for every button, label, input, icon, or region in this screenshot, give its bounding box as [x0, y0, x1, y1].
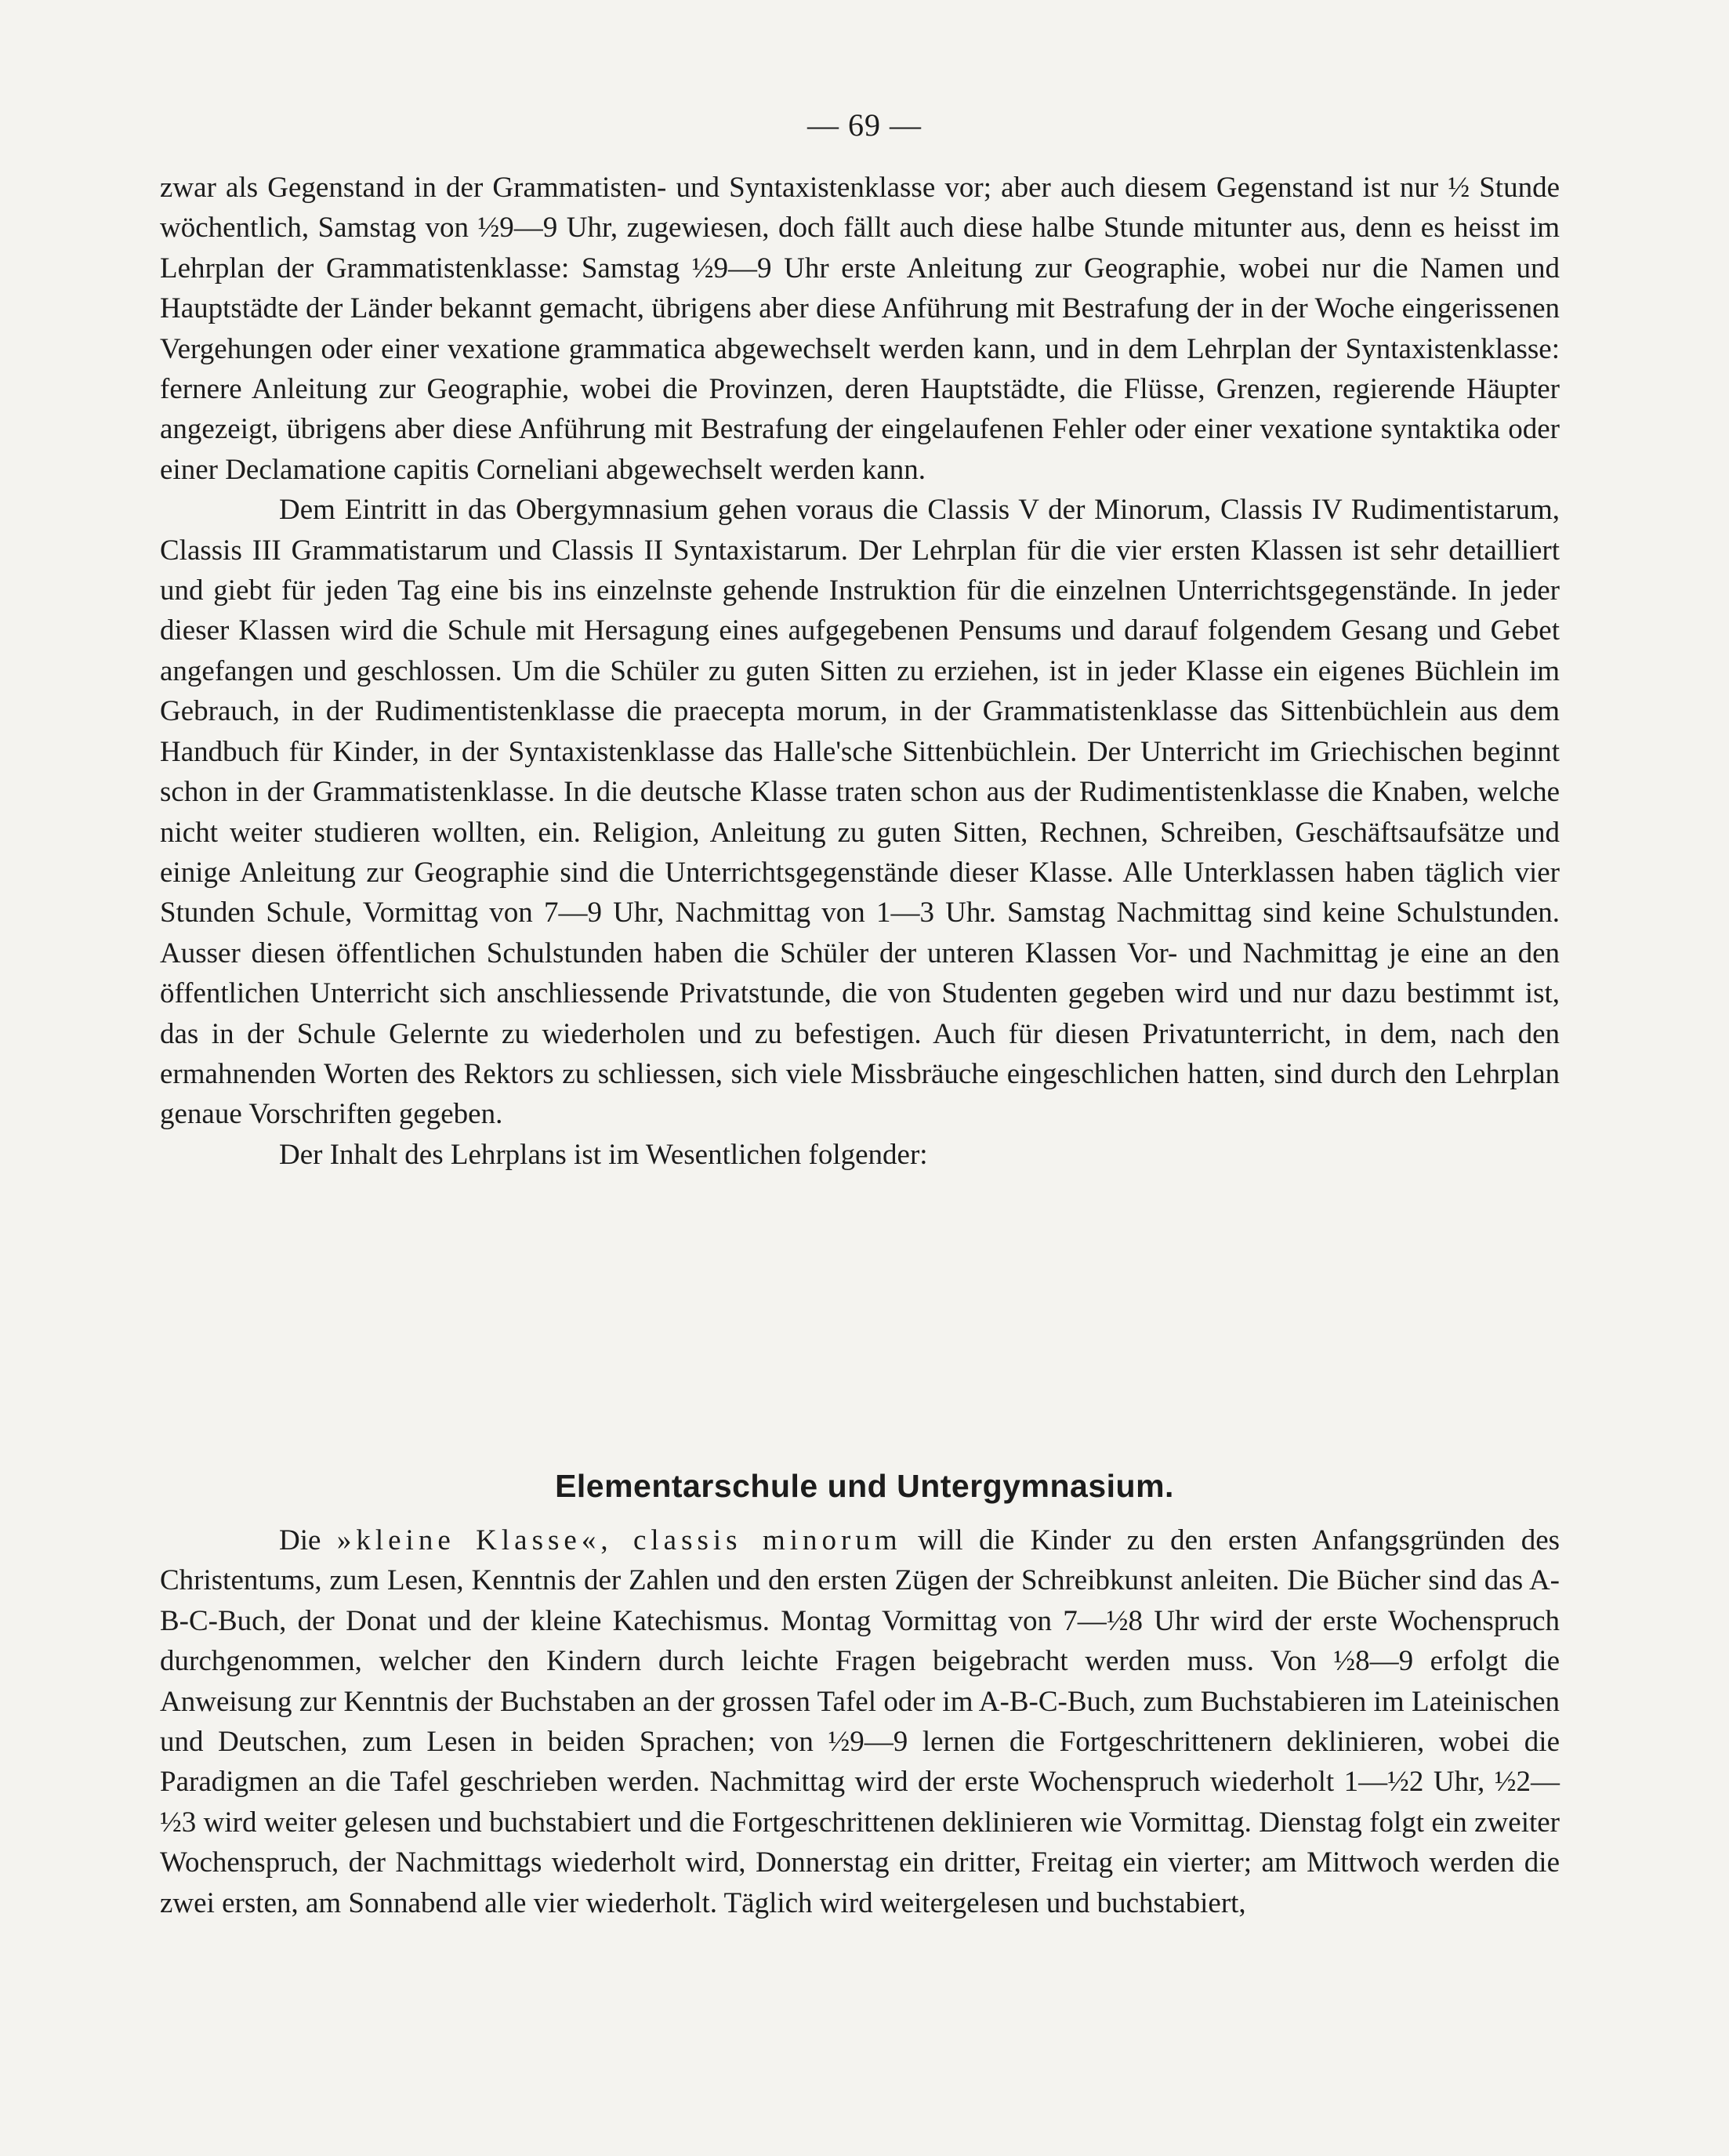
- spaced-term-classis-minorum: »kleine Klasse«, classis minorum: [336, 1524, 902, 1556]
- body-text-bottom: [160, 1520, 1560, 1923]
- section-heading: Elementarschule und Untergymnasium.: [555, 1468, 1174, 1504]
- page-number: — 69 —: [807, 107, 922, 143]
- paragraph-body-text: will die Kinder zu den ersten Anfangsgründen des Christentums, zum Lesen, Kenntnis der Zahlen und den ersten Zügen der Schreibkunst anleiten. Die Bücher sind das A-B-C-Buch, der Donat und der kleine Katechismus. Montag Vormittag von 7—½8 Uhr wird der erste Wochenspruch durchgenommen, welcher den Kindern durch leichte Fragen beigebracht werden muss. Von ½8—9 erfolgt die Anweisung zur Kenntnis der Buchstaben an der grossen Tafel oder im A-B-C-Buch, zum Buchstabieren im Lateinischen und Deutschen, zum Lesen in beiden Sprachen; von ½9—9 lernen die Fortgeschrittenern deklinieren, wobei die Paradigmen an die Tafel geschrieben werden. Nachmittag wird der erste Wochenspruch wiederholt 1—½2 Uhr, ½2—½3 wird weiter gelesen und buchstabiert und die Fortgeschrittenen deklinieren wie Vormittag. Dienstag folgt ein zweiter Wochenspruch, der Nachmittags wiederholt wird, Donnerstag ein dritter, Freitag ein vierter; am Mittwoch werden die zwei ersten, am Sonnabend alle vier wiederholt. Täglich wird weitergelesen und buchstabiert,: [160, 1524, 1560, 1919]
- paragraph-geography-continuation: zwar als Gegenstand in der Grammatisten- und Syntaxistenklasse vor; aber auch diesem Gegenstand ist nur ½ Stunde wöchentlich, Samstag von ½9—9 Uhr, zugewiesen, doch fällt auch diese halbe Stunde mitunter aus, denn es heisst im Lehrplan der Grammatistenklasse: Samstag ½9—9 Uhr erste Anleitung zur Geographie, wobei nur die Namen und Hauptstädte der Länder bekannt gemacht, übrigens aber diese Anführung mit Bestrafung der in der Woche eingerissenen Vergehungen oder einer vexatione grammatica abgewechselt werden kann, und in dem Lehrplan der Syntaxistenklasse: fernere Anleitung zur Geographie, wobei die Provinzen, deren Hauptstädte, die Flüsse, Grenzen, regierende Häupter angezeigt, übrigens aber diese Anführung mit Bestrafung der eingelaufenen Fehler oder einer vexatione syntaktika oder einer Declamatione capitis Corneliani abgewechselt werden kann.: [160, 172, 1560, 486]
- paragraph-lead-word: Die: [279, 1524, 321, 1556]
- paragraph-lehrplan-intro: Der Inhalt des Lehrplans ist im Wesentlichen folgender:: [279, 1138, 928, 1171]
- paragraph-kleine-klasse: [160, 1520, 1560, 1923]
- paragraph-obergymnasium: Dem Eintritt in das Obergymnasium gehen voraus die Classis V der Minorum, Classis IV Rudimentistarum, Classis III Grammatistarum und Classis II Syntaxistarum. Der Lehrplan für die vier ersten Klassen ist sehr detailliert und giebt für jeden Tag eine bis ins einzelnste gehende Instruktion für die einzelnen Unterrichtsgegenstände. In jeder dieser Klassen wird die Schule mit Hersagung eines aufgegebenen Pensums und darauf folgendem Gesang und Gebet angefangen und geschlossen. Um die Schüler zu guten Sitten zu erziehen, ist in jeder Klasse ein eigenes Büchlein im Gebrauch, in der Rudimentistenklasse die praecepta morum, in der Grammatistenklasse das Sittenbüchlein aus dem Handbuch für Kinder, in der Syntaxistenklasse das Halle'sche Sittenbüchlein. Der Unterricht im Griechischen beginnt schon in der Grammatistenklasse. In die deutsche Klasse traten schon aus der Rudimentistenklasse die Knaben, welche nicht weiter studieren wollten, ein. Religion, Anleitung zu guten Sitten, Rechnen, Schreiben, Geschäftsaufsätze und einige Anleitung zur Geographie sind die Unterrichtsgegenstände dieser Klasse. Alle Unterklassen haben täglich vier Stunden Schule, Vormittag von 7—9 Uhr, Nachmittag von 1—3 Uhr. Samstag Nachmittag sind keine Schulstunden. Ausser diesen öffentlichen Schulstunden haben die Schüler der unteren Klassen Vor- und Nachmittag je eine an den öffentlichen Unterricht sich anschliessende Privatstunde, die von Studenten gegeben wird und nur dazu bestimmt ist, das in der Schule Gelernte zu wiederholen und zu befestigen. Auch für diesen Privatunterricht, in dem, nach den ermahnenden Worten des Rektors zu schliessen, sich viele Missbräuche eingeschlichen hatten, sind durch den Lehrplan genaue Vorschriften gegeben.: [160, 494, 1560, 1131]
- body-text-top: [160, 168, 1560, 1175]
